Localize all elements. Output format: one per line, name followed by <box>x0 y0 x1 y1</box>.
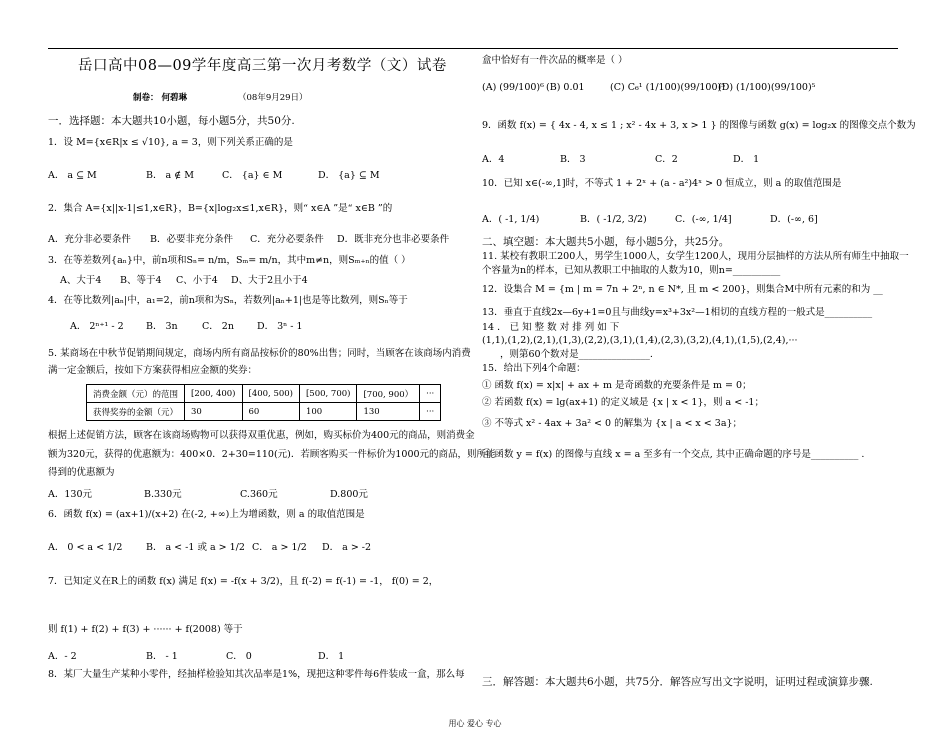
q4-option-a: A． 2ⁿ⁺¹ - 2 <box>70 321 124 332</box>
question-5-line4: 额为320元，获得的优惠额为：400×0．2+30=110(元)．若顾客购买一件标价为1000元的商品，则所能 <box>48 449 496 460</box>
question-14-line1: 14 ． 已 知 整 数 对 排 列 如 下 <box>482 322 620 333</box>
table-cell: ··· <box>420 403 441 421</box>
section-choice-title: 一．选择题：本大题共10小题，每小题5分，共50分. <box>48 115 295 127</box>
table-cell: 消费金额（元）的范围 <box>87 385 185 403</box>
q8-option-d: (D) (1/100)(99/100)⁵ <box>718 82 816 93</box>
question-5-line5: 得到的优惠额为 <box>48 467 115 478</box>
q1-option-b: B． a ∉ M <box>146 170 194 181</box>
q6-option-a: A． 0 < a < 1/2 <box>48 542 123 553</box>
q5-option-c: C.360元 <box>240 489 278 500</box>
question-11-line1: 11. 某校有教职工200人，男学生1000人，女学生1200人，现用分层抽样的方法从所有师生中抽取一 <box>482 251 909 262</box>
question-8-continued: 盒中恰好有一件次品的概率是（ ） <box>482 55 628 66</box>
q7-option-d: D． 1 <box>318 651 345 662</box>
table-cell: 30 <box>185 403 242 421</box>
q2-option-c: C．充分必要条件 <box>250 234 324 245</box>
q9-option-d: D． 1 <box>733 154 760 165</box>
proposition-3: ③ 不等式 x² - 4ax + 3a² < 0 的解集为 {x | a < x < 3a}； <box>482 418 743 429</box>
question-6: 6．函数 f(x) = (ax+1)/(x+2) 在(-2, +∞)上为增函数，则 a 的取值范围是 <box>48 509 365 520</box>
exam-date: （08年9月29日） <box>238 93 308 103</box>
q6-option-b: B． a < -1 或 a > 1/2 <box>146 542 245 553</box>
q1-option-d: D． {a} ⊆ M <box>318 170 380 181</box>
q3-option-a: A、大于4 <box>60 275 102 286</box>
question-14-line2: (1,1),(1,2),(2,1),(1,3),(2,2),(3,1),(1,4),(2,3),(3,2),(4,1),(1,5),(2,4),··· <box>482 335 798 346</box>
question-8: 8．某厂大量生产某种小零件，经抽样检验知其次品率是1%，现把这种零件每6件装成一盒，那么每 <box>48 669 465 680</box>
table-cell: 60 <box>242 403 299 421</box>
table-cell: [700, 900） <box>357 385 420 403</box>
exam-title: 岳口高中08—09学年度高三第一次月考数学（文）试卷 <box>78 58 447 74</box>
question-12: 12．设集合 M = {m | m = 7n + 2ⁿ, n ∈ N*, 且 m < 200}，则集合M中所有元素的和为 __ <box>482 284 883 295</box>
q3-option-b: B、等于4 <box>120 275 162 286</box>
q3-option-c: C、小于4 <box>176 275 218 286</box>
question-7-line2: 则 f(1) + f(2) + f(3) + ······ + f(2008) 等于 <box>48 624 243 635</box>
q5-option-b: B.330元 <box>144 489 182 500</box>
q4-option-d: D． 3ⁿ - 1 <box>257 321 303 332</box>
table-cell: 100 <box>299 403 356 421</box>
q7-option-c: C． 0 <box>226 651 252 662</box>
question-5-line1: 5. 某商场在中秋节促销期间规定，商场内所有商品按标价的80%出售；同时，当顾客在该商场内消费 <box>48 348 471 359</box>
table-cell: 130 <box>357 403 420 421</box>
q8-option-c: (C) C₆¹ (1/100)(99/100)⁵ <box>610 82 726 93</box>
question-1: 1．设 M={x∈R|x ≤ √10}, a = 3，则下列关系正确的是 <box>48 137 293 148</box>
question-15: 15．给出下列4个命题： <box>482 363 586 374</box>
q2-option-b: B．必要非充分条件 <box>150 234 233 245</box>
page-footer: 用心 爱心 专心 <box>448 719 502 728</box>
q2-option-d: D．既非充分也非必要条件 <box>337 234 450 245</box>
section-fill-title: 二、填空题：本大题共5小题，每小题5分，共25分。 <box>482 236 730 248</box>
q10-option-c: C．(-∞, 1/4] <box>675 214 732 225</box>
question-2: 2．集合 A={x||x-1|≤1,x∈R}，B={x|log₂x≤1,x∈R}，则“ x∈A ”是“ x∈B ”的 <box>48 203 393 214</box>
proposition-4: ④ 函数 y = f(x) 的图像与直线 x = a 至多有一个交点, 其中正确命题的序号是__________ . <box>482 449 865 460</box>
table-row <box>87 403 441 421</box>
q10-option-a: A．( -1, 1/4) <box>482 214 540 225</box>
q8-option-b: (B) 0.01 <box>546 82 585 93</box>
q7-option-a: A．- 2 <box>48 651 77 662</box>
q8-option-a: (A) (99/100)⁶ <box>482 82 544 93</box>
q6-option-c: C． a > 1/2 <box>252 542 307 553</box>
table-row <box>87 385 441 403</box>
table-cell: 获得奖券的金额（元） <box>87 403 185 421</box>
q1-option-a: A． a ⊆ M <box>48 170 97 181</box>
question-11-line2: 个容量为n的样本，已知从教职工中抽取的人数为10，则n=__________ <box>482 265 781 276</box>
question-9: 9．函数 f(x) = { 4x - 4, x ≤ 1 ; x² - 4x + 3, x > 1 } 的图像与函数 g(x) = log₂x 的图像交点个数为 <box>482 120 916 131</box>
q2-option-a: A．充分非必要条件 <box>48 234 131 245</box>
question-14-line3: ，则第60个数对是_______________. <box>500 349 653 360</box>
question-7-line1: 7．已知定义在R上的函数 f(x) 满足 f(x) = -f(x + 3/2)，且 f(-2) = f(-1) = -1， f(0) = 2， <box>48 576 439 587</box>
exam-author: 制卷： 何碧琳 <box>133 93 187 103</box>
q1-option-c: C． {a} ∈ M <box>222 170 283 181</box>
question-3: 3．在等差数列{aₙ}中，前n项和Sₙ= n/m，Sₘ= m/n，其中m≠n，则Sₘ₊ₙ的值（ ） <box>48 255 411 266</box>
q9-option-c: C．2 <box>655 154 678 165</box>
table-cell: [400, 500) <box>242 385 299 403</box>
q3-option-d: D、大于2且小于4 <box>231 275 308 286</box>
top-rule <box>48 48 898 49</box>
table-cell: [500, 700) <box>299 385 356 403</box>
question-5-line3: 根据上述促销方法，顾客在该商场购物可以获得双重优惠，例如，购买标价为400元的商品，则消费金 <box>48 430 475 441</box>
table-cell: [200, 400) <box>185 385 242 403</box>
q10-option-b: B．( -1/2, 3/2) <box>580 214 647 225</box>
q7-option-b: B． - 1 <box>146 651 178 662</box>
proposition-2: ② 若函数 f(x) = lg(ax+1) 的定义域是 {x | x < 1}，则 a < -1； <box>482 397 764 408</box>
q5-option-a: A．130元 <box>48 489 92 500</box>
question-13: 13．垂直于直线2x—6y+1=0且与曲线y=x³+3x²—1相切的直线方程的一般式是__________ <box>482 307 873 318</box>
award-table <box>86 384 441 421</box>
q5-option-d: D.800元 <box>330 489 368 500</box>
section-answer-title: 三．解答题：本大题共6小题，共75分．解答应写出文字说明，证明过程或演算步骤. <box>482 676 873 688</box>
q6-option-d: D． a > -2 <box>322 542 372 553</box>
q9-option-b: B． 3 <box>560 154 586 165</box>
table-cell: ··· <box>420 385 441 403</box>
question-10: 10．已知 x∈(-∞,1]时，不等式 1 + 2ˣ + (a - a²)4ˣ > 0 恒成立，则 a 的取值范围是 <box>482 178 842 189</box>
proposition-1: ① 函数 f(x) = x|x| + ax + m 是奇函数的充要条件是 m = 0； <box>482 380 752 391</box>
question-4: 4．在等比数列|aₙ|中，a₁=2，前n项和为Sₙ，若数列|aₙ+1|也是等比数列，则Sₙ等于 <box>48 295 408 306</box>
question-5-line2: 满一定金额后，按如下方案获得相应金额的奖券： <box>48 365 258 376</box>
q4-option-c: C． 2n <box>202 321 234 332</box>
q10-option-d: D．(-∞, 6] <box>770 214 818 225</box>
q4-option-b: B． 3n <box>146 321 178 332</box>
q9-option-a: A．4 <box>482 154 505 165</box>
